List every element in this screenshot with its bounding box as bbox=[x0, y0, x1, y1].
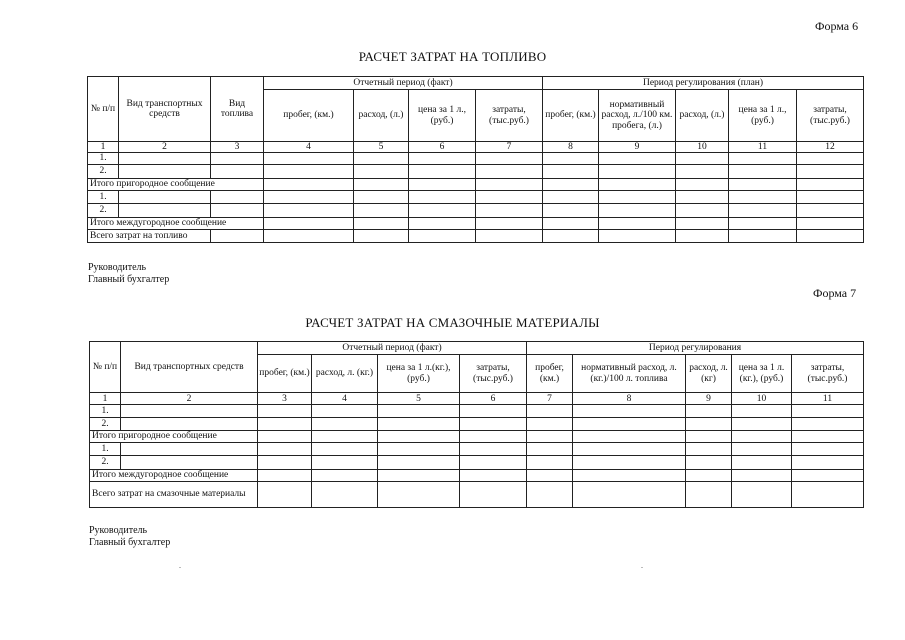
header-plan-norm-consumption: нормативный расход, л.(кг.)/100 л. топлива bbox=[573, 355, 686, 393]
scan-speck bbox=[179, 567, 181, 568]
total-row bbox=[88, 230, 864, 243]
signature-director: Руководитель bbox=[89, 525, 148, 536]
header-plan-mileage: пробег, (км.) bbox=[527, 355, 573, 393]
col-number: 5 bbox=[354, 142, 409, 153]
header-vehicle-type: Вид транспортных средств bbox=[119, 77, 211, 142]
subtotal-row bbox=[90, 470, 864, 482]
col-number: 1 bbox=[88, 142, 119, 153]
header-plan-period: Период регулирования bbox=[527, 342, 864, 355]
header-num: № п/п bbox=[90, 342, 121, 393]
form6-title: РАСЧЕТ ЗАТРАТ НА ТОПЛИВО bbox=[358, 49, 547, 64]
form7-title: РАСЧЕТ ЗАТРАТ НА СМАЗОЧНЫЕ МАТЕРИАЛЫ bbox=[305, 315, 600, 330]
col-number: 11 bbox=[792, 393, 864, 405]
col-number: 12 bbox=[797, 142, 864, 153]
header-fact-mileage: пробег, (км.) bbox=[264, 90, 354, 142]
table-row bbox=[88, 153, 864, 165]
col-number: 5 bbox=[378, 393, 460, 405]
header-plan-mileage: пробег, (км.) bbox=[543, 90, 599, 142]
col-number: 1 bbox=[90, 393, 121, 405]
grand-total-label: Всего затрат на смазочные материалы bbox=[90, 482, 258, 508]
subtotal-row bbox=[90, 431, 864, 443]
col-number: 9 bbox=[599, 142, 676, 153]
form6-label: Форма 6 bbox=[815, 19, 859, 33]
col-number: 3 bbox=[258, 393, 312, 405]
header-fact-costs: затраты, (тыс.руб.) bbox=[460, 355, 527, 393]
header-fact-costs: затраты, (тыс.руб.) bbox=[476, 90, 543, 142]
col-number: 2 bbox=[121, 393, 258, 405]
col-number: 11 bbox=[729, 142, 797, 153]
col-number: 7 bbox=[527, 393, 573, 405]
signature-director: Руководитель bbox=[88, 262, 147, 273]
header-plan-norm-consumption: нормативный расход, л./100 км. пробега, (л.) bbox=[599, 90, 676, 142]
row-number: 2. bbox=[90, 418, 121, 431]
header-plan-consumption: расход, л. (кг) bbox=[686, 355, 732, 393]
col-number: 4 bbox=[312, 393, 378, 405]
table-row bbox=[90, 405, 864, 418]
col-number: 10 bbox=[732, 393, 792, 405]
header-fuel-type: Вид топлива bbox=[211, 77, 264, 142]
col-number: 6 bbox=[409, 142, 476, 153]
row-number: 2. bbox=[90, 456, 121, 470]
row-number: 1. bbox=[88, 153, 119, 165]
header-fact-price: цена за 1 л.(кг.), (руб.) bbox=[378, 355, 460, 393]
suburban-total-label: Итого пригородное сообщение bbox=[90, 431, 258, 443]
col-number: 9 bbox=[686, 393, 732, 405]
intercity-total-label: Итого междугородное сообщение bbox=[88, 218, 264, 230]
header-num: № п/п bbox=[88, 77, 119, 142]
header-plan-costs: затраты, (тыс.руб.) bbox=[792, 355, 864, 393]
scan-speck bbox=[641, 567, 643, 568]
col-number: 10 bbox=[676, 142, 729, 153]
col-number: 4 bbox=[264, 142, 354, 153]
header-fact-mileage: пробег, (км.) bbox=[258, 355, 312, 393]
header-plan-price: цена за 1 л.(кг.), (руб.) bbox=[732, 355, 792, 393]
column-numbers-row bbox=[88, 142, 864, 153]
header-plan-price: цена за 1 л., (руб.) bbox=[729, 90, 797, 142]
signature-chief-accountant: Главный бухгалтер bbox=[89, 537, 171, 548]
intercity-total-label: Итого междугородное сообщение bbox=[90, 470, 258, 482]
table-row bbox=[90, 418, 864, 431]
form7-label: Форма 7 bbox=[813, 286, 857, 300]
row-number: 1. bbox=[90, 443, 121, 456]
header-fact-consumption: расход, л. (кг.) bbox=[312, 355, 378, 393]
header-plan-consumption: расход, (л.) bbox=[676, 90, 729, 142]
row-number: 2. bbox=[88, 165, 119, 179]
fuel-cost-table bbox=[87, 76, 864, 243]
table-row bbox=[88, 191, 864, 204]
col-number: 7 bbox=[476, 142, 543, 153]
table-row bbox=[88, 165, 864, 179]
header-vehicle-type: Вид транспортных средств bbox=[121, 342, 258, 393]
suburban-total-label: Итого пригородное сообщение bbox=[88, 179, 264, 191]
table-row bbox=[90, 456, 864, 470]
table-row bbox=[90, 443, 864, 456]
signature-chief-accountant: Главный бухгалтер bbox=[88, 274, 170, 285]
column-numbers-row bbox=[90, 393, 864, 405]
col-number: 6 bbox=[460, 393, 527, 405]
lubricant-cost-table bbox=[89, 341, 864, 508]
table-row bbox=[88, 204, 864, 218]
row-number: 1. bbox=[90, 405, 121, 418]
row-number: 2. bbox=[88, 204, 119, 218]
total-row bbox=[90, 482, 864, 508]
header-fact-consumption: расход, (л.) bbox=[354, 90, 409, 142]
col-number: 2 bbox=[119, 142, 211, 153]
row-number: 1. bbox=[88, 191, 119, 204]
header-fact-period: Отчетный период (факт) bbox=[264, 77, 543, 90]
header-fact-period: Отчетный период (факт) bbox=[258, 342, 527, 355]
grand-total-label: Всего затрат на топливо bbox=[88, 230, 211, 243]
col-number: 8 bbox=[573, 393, 686, 405]
col-number: 3 bbox=[211, 142, 264, 153]
header-plan-period: Период регулирования (план) bbox=[543, 77, 864, 90]
subtotal-row bbox=[88, 179, 864, 191]
header-fact-price: цена за 1 л., (руб.) bbox=[409, 90, 476, 142]
header-plan-costs: затраты, (тыс.руб.) bbox=[797, 90, 864, 142]
col-number: 8 bbox=[543, 142, 599, 153]
subtotal-row bbox=[88, 218, 864, 230]
